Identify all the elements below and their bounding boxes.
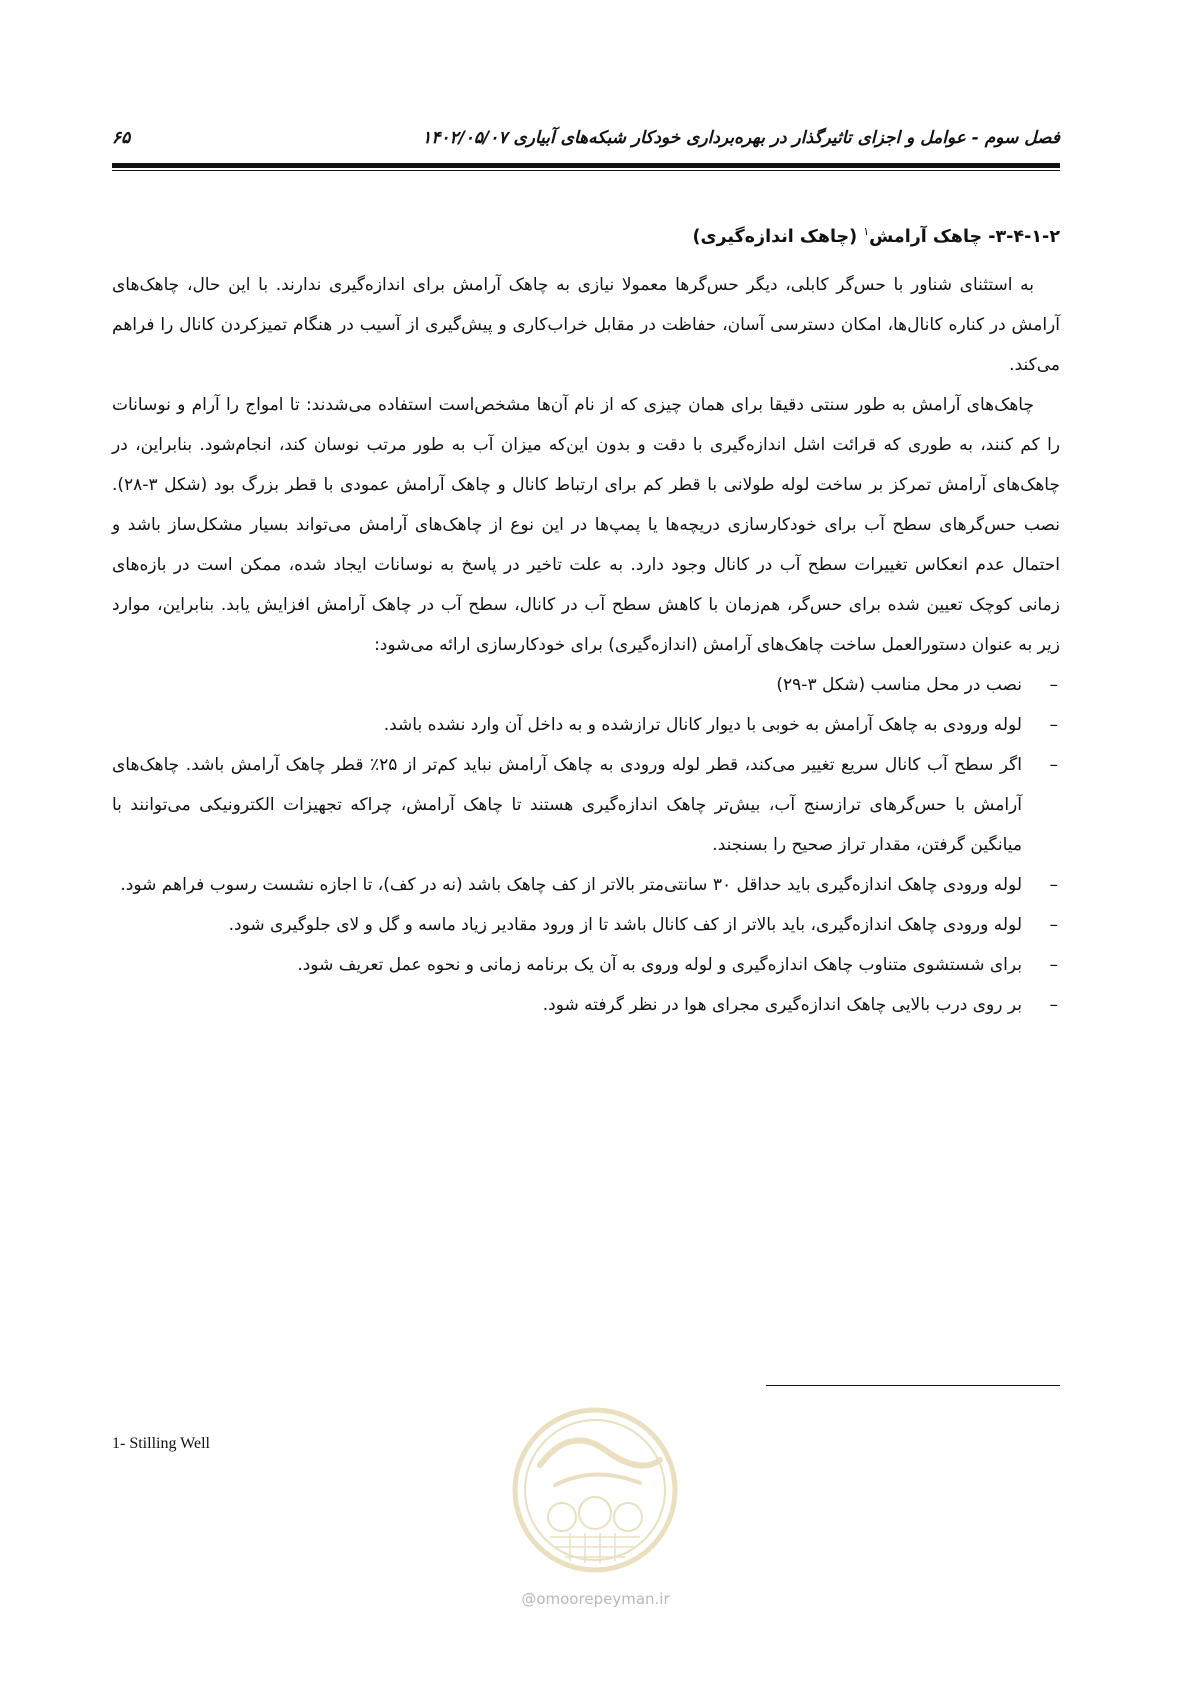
watermark-logo-icon <box>510 1405 680 1575</box>
footnote-divider <box>766 1385 1060 1386</box>
watermark-url: @omoorepeyman.ir <box>521 1590 670 1608</box>
header-rule-thin <box>112 170 1060 171</box>
list-item: – بر روی درب بالایی چاهک اندازه‌گیری مجرای هوا در نظر گرفته شود. <box>112 985 1030 1025</box>
section-heading-suffix: (چاهک اندازه‌گیری) <box>692 226 858 247</box>
list-item: – برای شستشوی متناوب چاهک اندازه‌گیری و لوله وروی به آن یک برنامه زمانی و نحوه عمل تعریف شود. <box>112 945 1030 985</box>
paragraph: به استثنای شناور با حس‌گر کابلی، دیگر حس‌گرها معمولا نیازی به چاهک آرامش برای اندازه‌گیری ندارند. با این حال، چاهک‌های آرامش در کناره کانال‌ها، امکان دسترسی آسان، حفاظت در مقابل خراب‌کاری و پیش‌گیری از آسیب در هنگام تمیزکردن کانال را فراهم می‌کند. <box>112 274 1060 375</box>
footnote-reference[interactable]: ۱ <box>863 225 870 238</box>
body-content <box>112 214 1060 1025</box>
list-item: – اگر سطح آب کانال سریع تغییر می‌کند، قطر لوله ورودی به چاهک آرامش نباید کم‌تر از ۲۵٪ قطر چاهک آرامش باشد. چاهک‌های آرامش با حس‌گرهای ترازسنج آب، بیش‌تر چاهک اندازه‌گیری هستند تا چاهک آرامش، چراکه تجهیزات الکترونیکی می‌توانند با میانگین گرفتن، مقدار تراز صحیح را بسنجند. <box>112 745 1030 865</box>
chapter-title: فصل سوم - عوامل و اجزای تاثیرگذار در بهره‌برداری خودکار شبکه‌های آبیاری ۱۴۰۲/۰۵/۰۷ <box>422 128 1060 148</box>
section-heading <box>112 214 1060 255</box>
paragraph: چاهک‌های آرامش به طور سنتی دقیقا برای همان چیزی که از نام آن‌ها مشخص‌است استفاده می‌شدند: تا امواج را آرام و نوسانات را کم کنند، به طوری که قرائت اشل اندازه‌گیری با دقت و بدون این‌که میزان آب به طور مرتب نوسان کند، انجام‌شود. بنابراین، در چاهک‌های آرامش تمرکز بر ساخت لوله طولانی با قطر کم برای ارتباط کانال و چاهک آرامش عمودی با قطر بزرگ بود (شکل ۳-۲۸). نصب حس‌گرهای سطح آب برای خودکارسازی دریچه‌ها یا پمپ‌ها در این نوع از چاهک‌های آرامش می‌تواند بسیار مشکل‌ساز باشد و احتمال عدم انعکاس تغییرات سطح آب در کانال وجود دارد. به علت تاخیر در پاسخ به نوسانات ایجاد شده، ممکن است در بازه‌های زمانی کوچک تعیین شده برای حس‌گر، هم‌زمان با کاهش سطح آب در کانال، سطح آب در چاهک آرامش افزایش یابد. بنابراین، موارد زیر به عنوان دستورالعمل ساخت چاهک‌های آرامش (اندازه‌گیری) برای خودکارسازی ارائه می‌شود: <box>112 394 1060 655</box>
list-item: – لوله ورودی به چاهک آرامش به خوبی با دیوار کانال ترازشده و به داخل آن وارد نشده باشد. <box>112 705 1030 745</box>
list-item: – نصب در محل مناسب (شکل ۳-۲۹) <box>112 665 1030 705</box>
list-item: – لوله ورودی چاهک اندازه‌گیری، باید بالاتر از کف کانال باشد تا از ورود مقادیر زیاد ماسه و گل و لای جلوگیری شود. <box>112 905 1030 945</box>
guideline-list <box>112 665 1060 1025</box>
list-item: – لوله ورودی چاهک اندازه‌گیری باید حداقل ۳۰ سانتی‌متر بالاتر از کف چاهک باشد (نه در کف)، تا اجازه نشست رسوب فراهم شود. <box>112 865 1030 905</box>
page-number: ۶۵ <box>112 128 131 148</box>
footnote: 1- Stilling Well <box>112 1435 210 1452</box>
header-rule-thick <box>112 163 1060 168</box>
section-heading-text: ۳-۴-۱-۲- چاهک آرامش <box>869 226 1060 247</box>
page-header <box>112 128 1060 158</box>
